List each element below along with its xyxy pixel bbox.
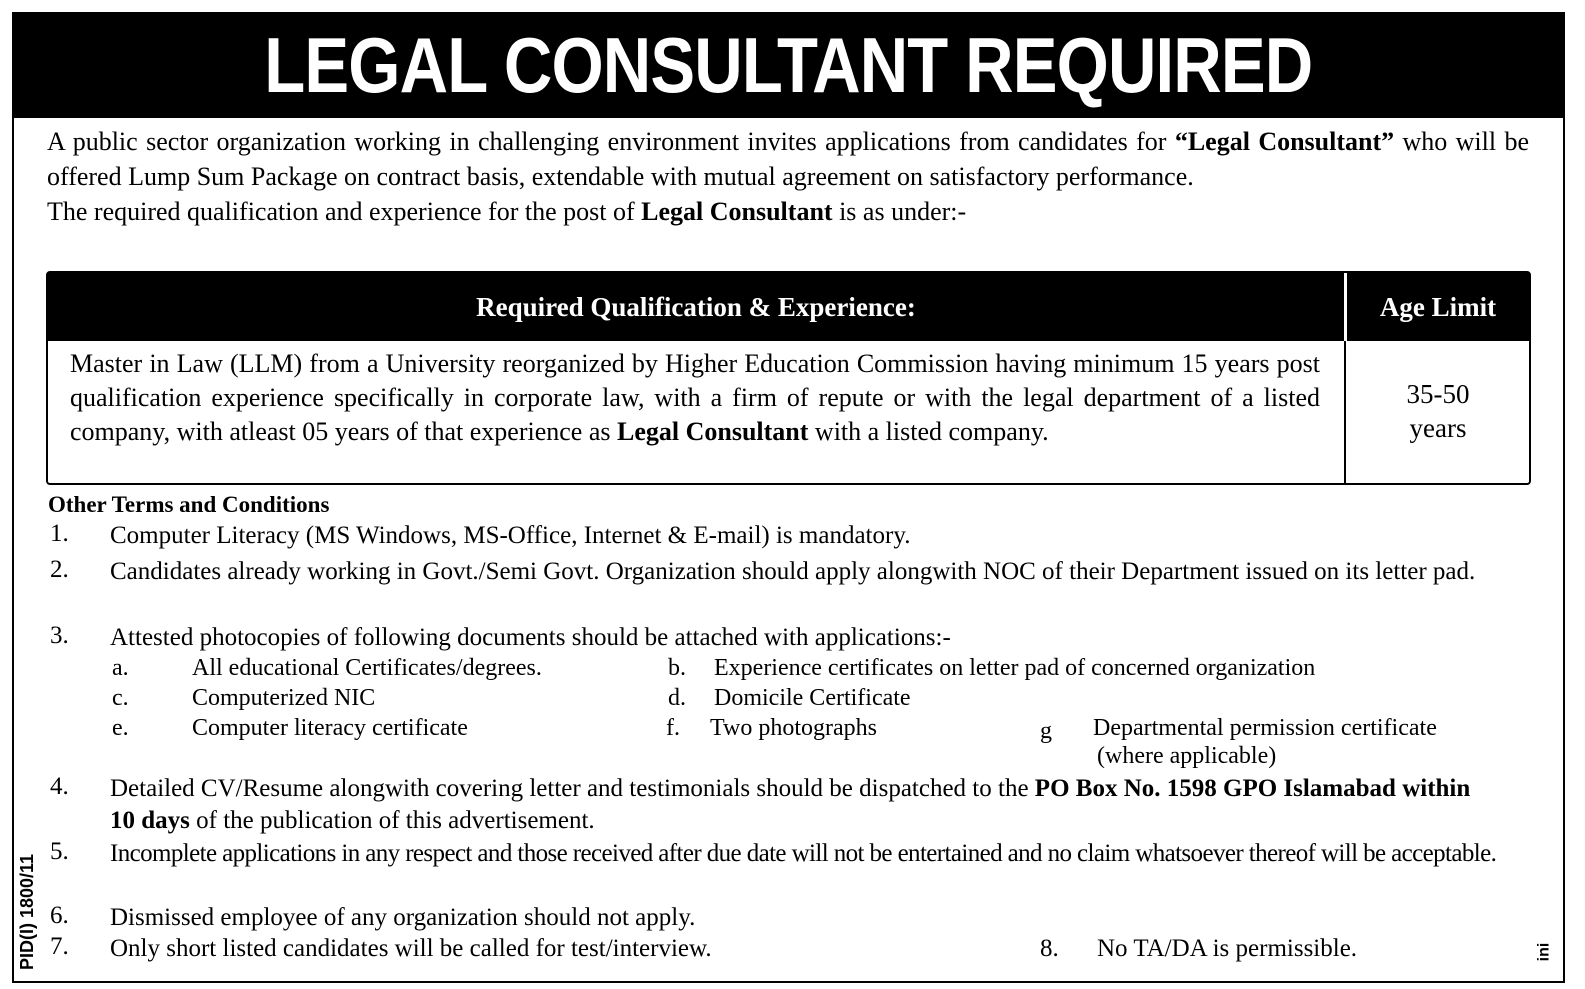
headline-banner — [12, 12, 1565, 118]
term-item: Dismissed employee of any organization should not apply. — [110, 904, 696, 931]
term-number: 7. — [50, 933, 69, 960]
doc-letter: b. — [668, 655, 686, 681]
corner-mark: ini — [1535, 942, 1553, 962]
age-range: 35-50 — [1406, 379, 1470, 409]
post-name: “Legal Consultant” — [1174, 127, 1395, 156]
term-item: No TA/DA is permissible. — [1097, 935, 1358, 962]
term-number: 4. — [50, 773, 69, 800]
header-qualification: Required Qualification & Experience: — [476, 291, 916, 322]
qualification-bold: Legal Consultant — [617, 417, 809, 446]
doc-item: Computer literacy certificate — [192, 715, 468, 741]
doc-item: Two photographs — [710, 715, 877, 741]
doc-item: All educational Certificates/degrees. — [192, 655, 542, 681]
qualification-cell — [70, 347, 1320, 449]
doc-note: (where applicable) — [1097, 743, 1277, 769]
term-number: 1. — [50, 520, 69, 547]
doc-item: Domicile Certificate — [714, 685, 911, 711]
term-item: Incomplete applications in any respect and those received after due date will not be entertained and no claim whatsoever thereof will be acceptable. — [110, 840, 1497, 867]
term-item: Attested photocopies of following documents should be attached with applications:- — [110, 624, 951, 651]
doc-item: Departmental permission certificate — [1093, 715, 1437, 741]
doc-letter: g — [1040, 718, 1052, 744]
pid-code: PID(I) 1800/11 — [17, 853, 37, 970]
term-item: Only short listed candidates will be called for test/interview. — [110, 935, 712, 962]
qualification-tail: with a listed company. — [808, 417, 1049, 446]
age-limit-cell — [1348, 377, 1528, 445]
term-item — [110, 773, 1490, 837]
term-text: Detailed CV/Resume alongwith covering letter and testimonials should be dispatched to the — [110, 775, 1035, 802]
doc-letter: d. — [668, 685, 686, 711]
term-number: 3. — [50, 622, 69, 649]
page-title: LEGAL CONSULTANT REQUIRED — [264, 20, 1313, 109]
qualification-table — [46, 271, 1531, 485]
intro-qualification-line — [47, 194, 1529, 229]
intro-text: who will be offered Lump Sum Package on contract basis, extendable with mutual agreement on satisfactory performance. — [47, 127, 1530, 191]
intro-paragraph — [47, 124, 1529, 194]
intro-text: is as under:- — [832, 197, 967, 226]
age-unit: years — [1409, 413, 1467, 443]
column-divider — [1344, 341, 1346, 485]
doc-item: Computerized NIC — [192, 685, 376, 711]
doc-letter: a. — [112, 655, 129, 681]
qualification-text: Master in Law (LLM) from a University reorganized by Higher Education Commission having minimum 15 years post qualification experience specifically in corporate law, with a firm of repute or with the legal department of a listed company, with atleast 05 years of that experience as — [70, 349, 1320, 446]
term-text: of the publication of this advertisement. — [189, 807, 595, 834]
header-age-limit: Age Limit — [1379, 291, 1497, 322]
doc-letter: e. — [112, 715, 129, 741]
term-item: Computer Literacy (MS Windows, MS-Office, Internet & E-mail) is mandatory. — [110, 522, 911, 549]
term-number: 6. — [50, 902, 69, 929]
intro-text: A public sector organization working in challenging environment invites applications from candidates for — [47, 127, 1175, 156]
doc-letter: c. — [112, 685, 129, 711]
table-header — [48, 273, 1529, 341]
term-number: 2. — [50, 556, 69, 583]
post-name: Legal Consultant — [641, 197, 833, 226]
doc-item: Experience certificates on letter pad of concerned organization — [714, 655, 1316, 681]
term-number: 8. — [1040, 935, 1059, 962]
intro-section — [47, 124, 1529, 229]
address-deadline: PO Box No. 1598 GPO Islamabad within 10 days — [110, 775, 1471, 834]
doc-letter: f. — [666, 715, 680, 741]
terms-title: Other Terms and Conditions — [48, 492, 330, 517]
term-item: Candidates already working in Govt./Semi Govt. Organization should apply alongwith NOC of their Department issued on its letter pad. — [110, 558, 1476, 585]
intro-text: The required qualification and experience for the post of — [47, 197, 642, 226]
term-number: 5. — [50, 838, 69, 865]
